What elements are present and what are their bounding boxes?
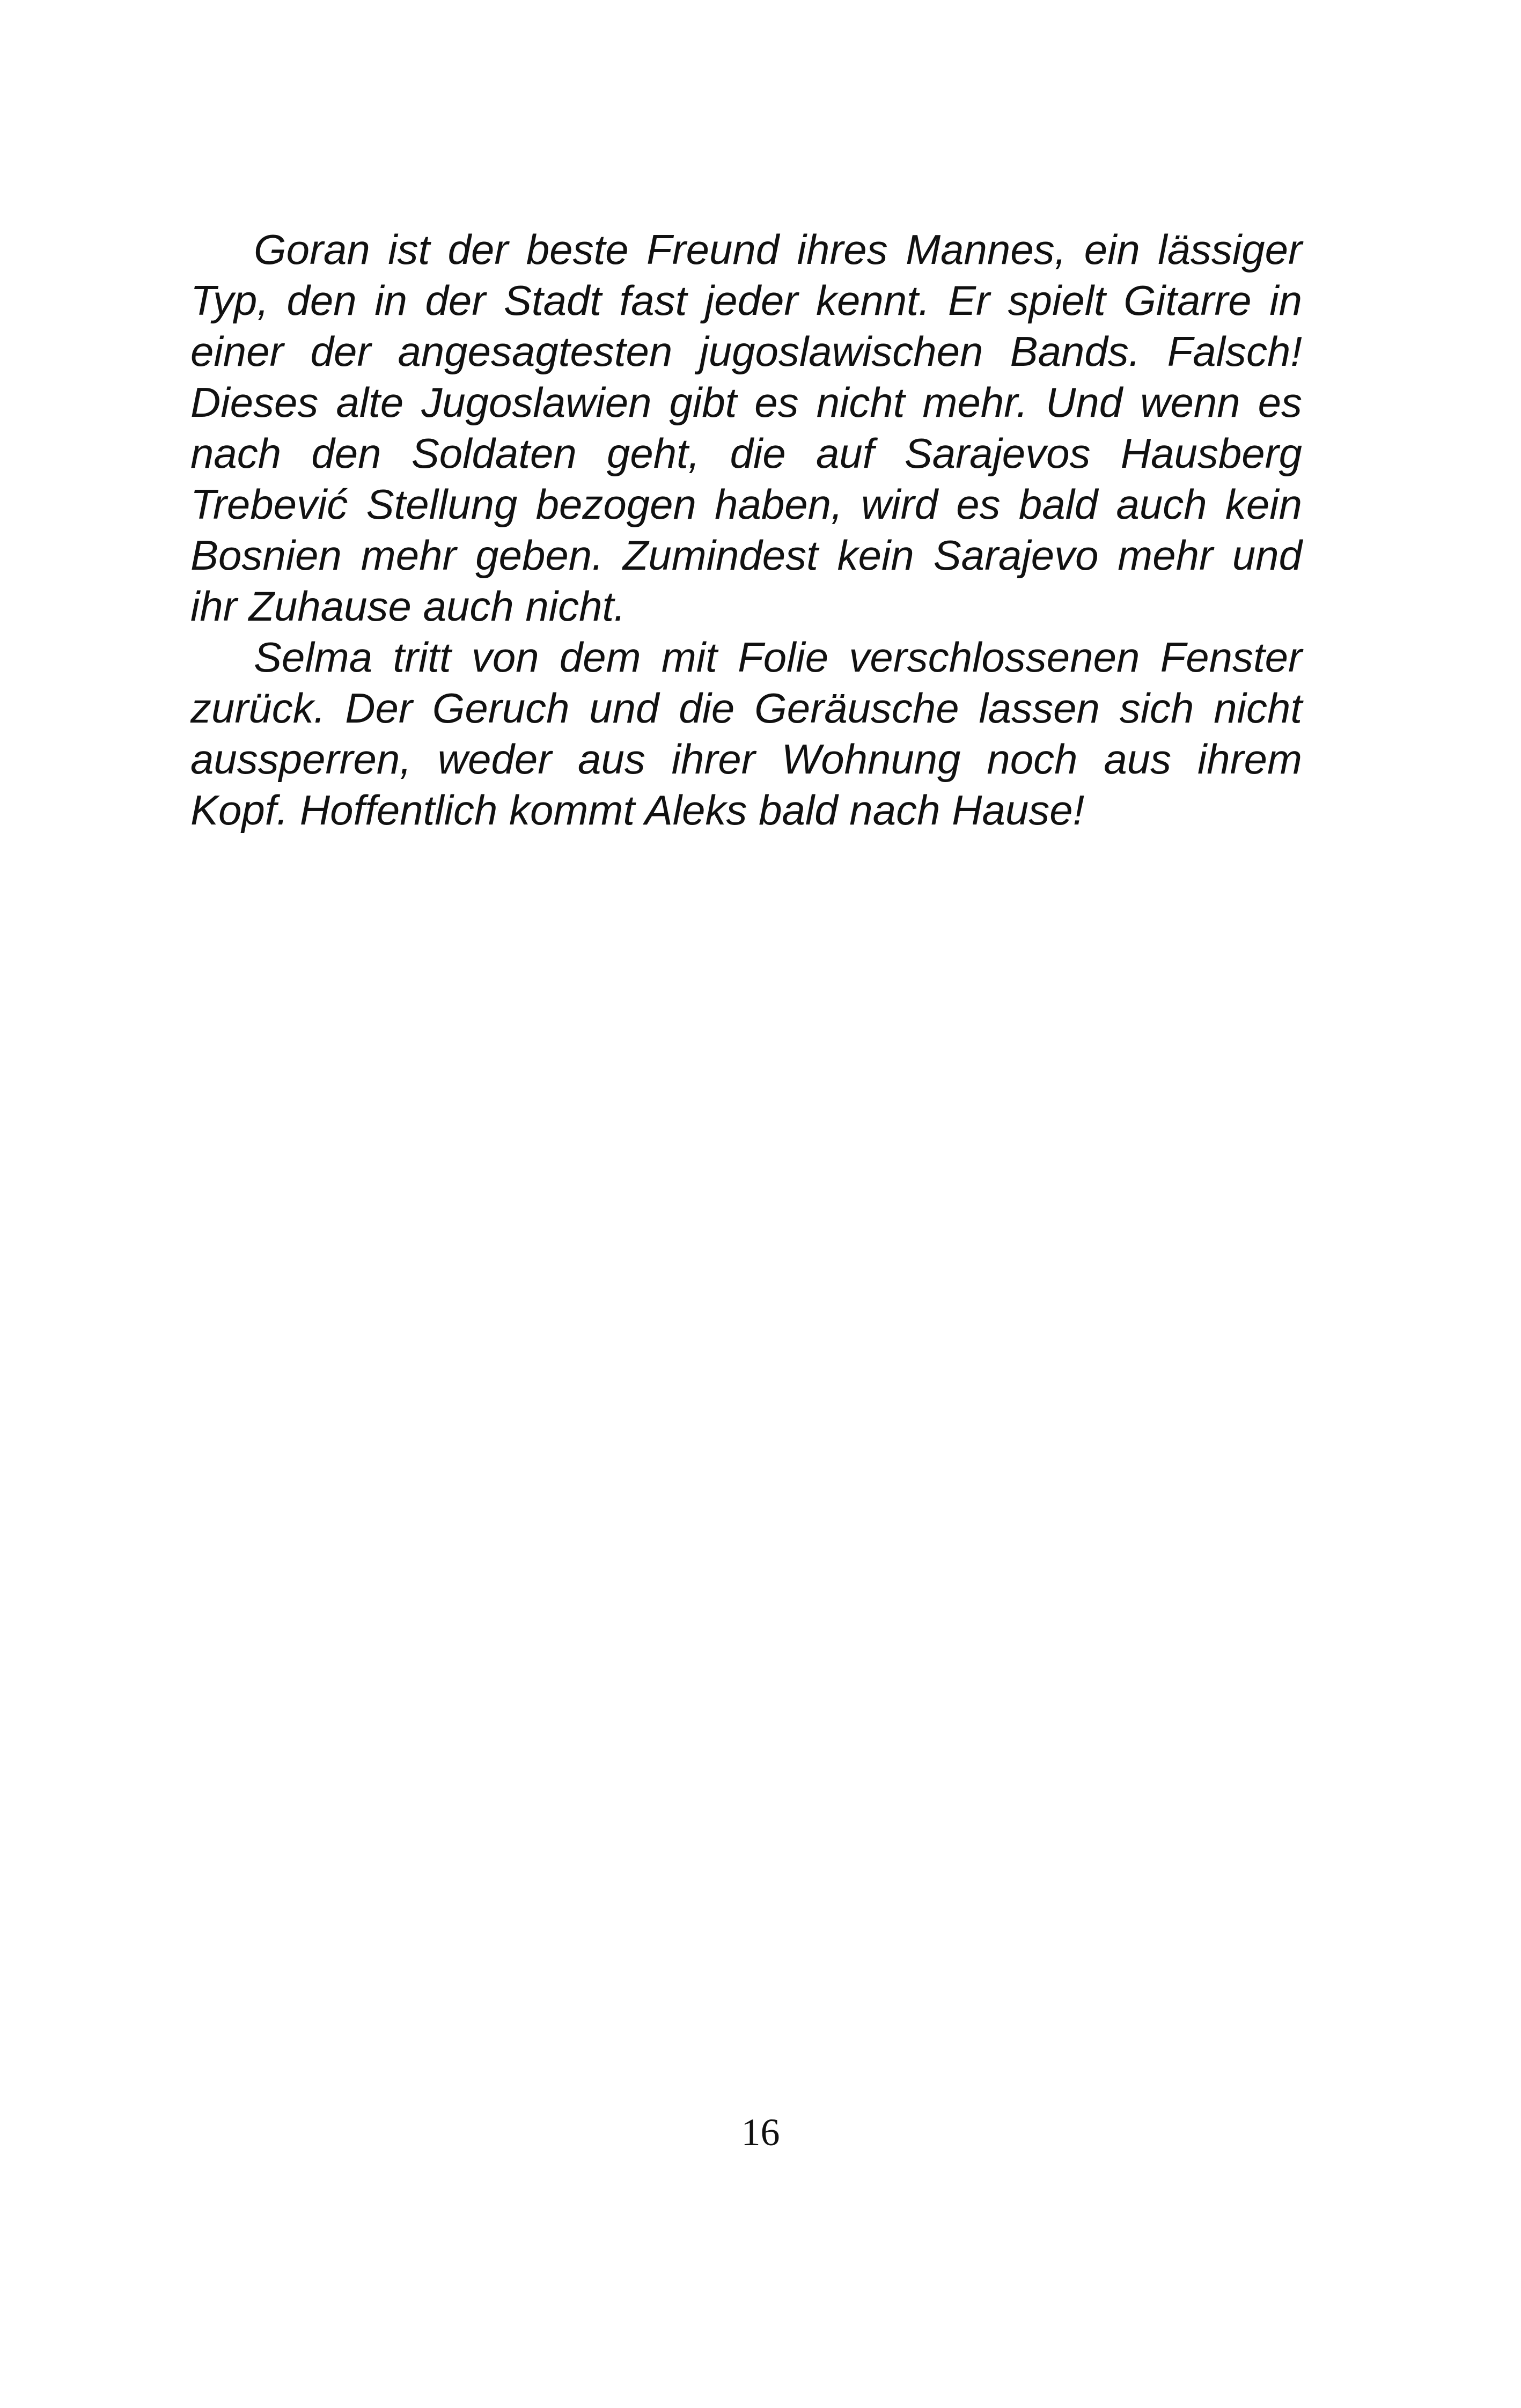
text-line: Dieses alte Jugoslawien gibt es nicht mehr. Und wenn es [190,379,1302,426]
text-line: Trebević Stellung bezogen haben, wird es bald auch kein [190,481,1302,528]
text-line: einer der angesagtesten jugoslawischen Bands. Falsch! [190,328,1302,375]
body-text [190,224,1302,836]
text-line: Goran ist der beste Freund ihres Mannes, ein lässiger [254,226,1302,273]
text-line: Bosnien mehr geben. Zumindest kein Sarajevo mehr und [190,532,1302,579]
paragraph-2 [190,632,1302,836]
text-line: Kopf. Hoffentlich kommt Aleks bald nach Hause! [190,786,1085,834]
text-line: aussperren, weder aus ihrer Wohnung noch aus ihrem [190,735,1302,783]
page-number: 16 [741,2111,780,2154]
paragraph-1 [190,224,1302,632]
text-line: Typ, den in der Stadt fast jeder kennt. Er spielt Gitarre in [190,277,1302,324]
text-line: Selma tritt von dem mit Folie verschlossenen Fenster [254,634,1302,681]
text-line: nach den Soldaten geht, die auf Sarajevos Hausberg [190,430,1302,477]
text-line: ihr Zuhause auch nicht. [190,583,626,630]
text-line: zurück. Der Geruch und die Geräusche lassen sich nicht [190,684,1302,732]
